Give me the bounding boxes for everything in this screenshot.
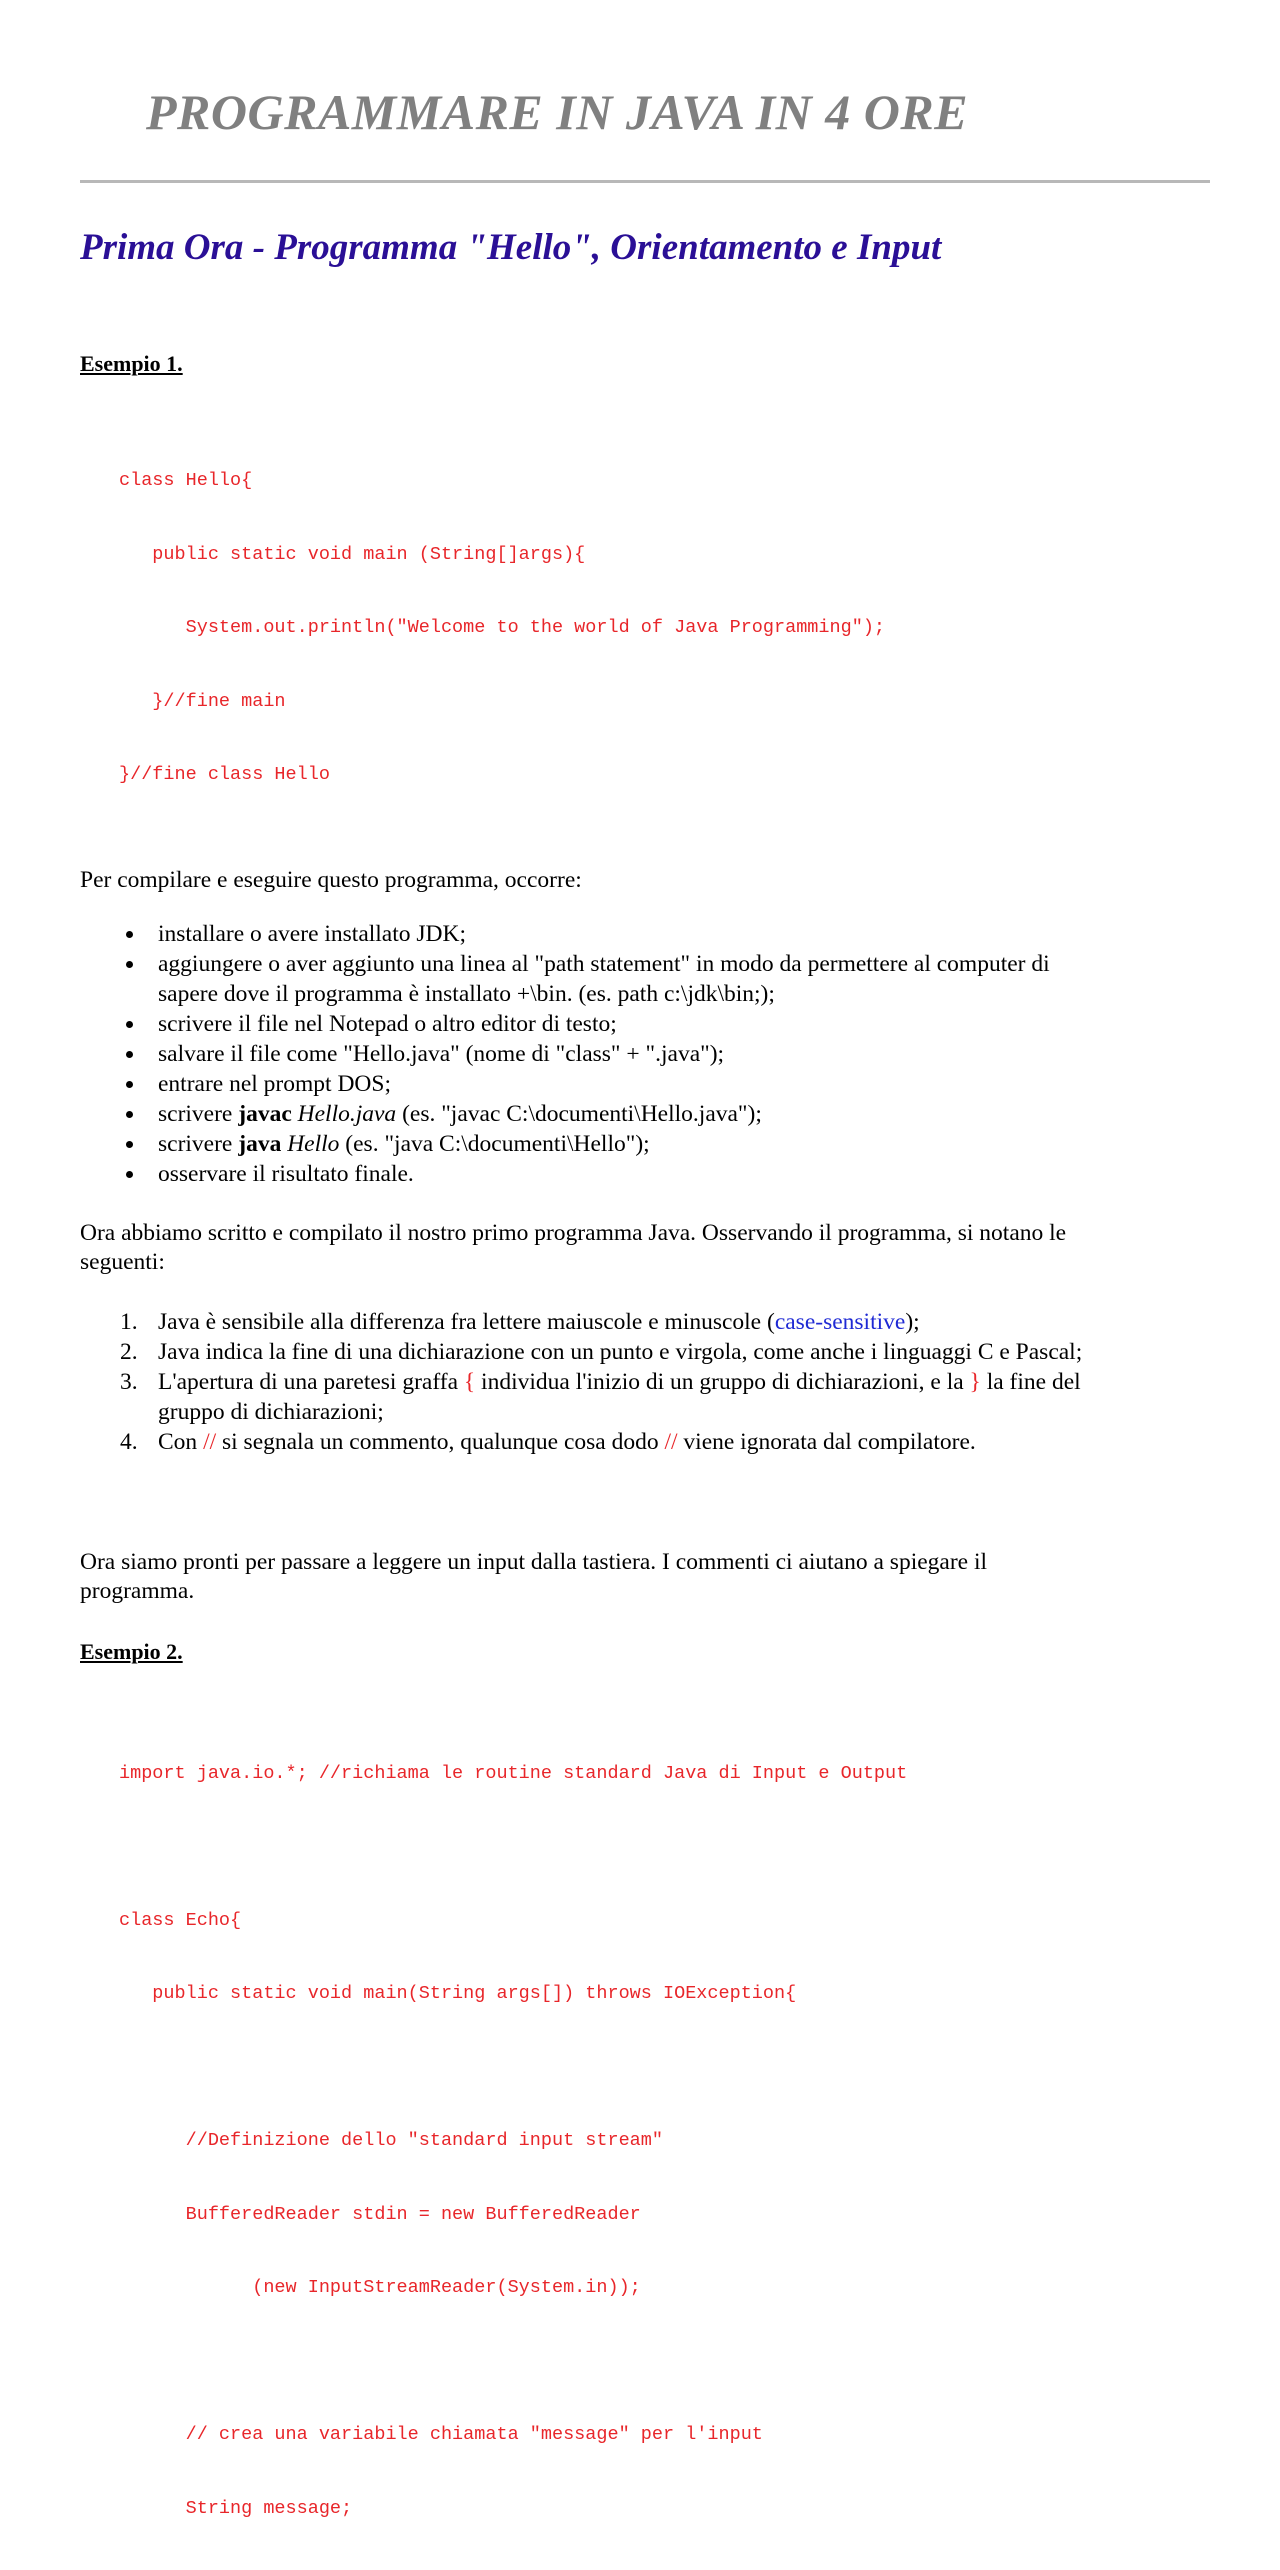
step-text: aggiungere o aver aggiunto una linea al "path statement" in modo da permettere al computer di — [158, 951, 1050, 977]
item-number: 2. — [120, 1337, 138, 1367]
note-text: la fine del — [981, 1369, 1081, 1395]
code-line: BufferedReader stdin = new BufferedReader — [119, 2203, 1210, 2228]
step-text: osservare il risultato finale. — [158, 1161, 414, 1187]
list-item — [80, 1099, 1210, 1129]
observations-intro — [80, 1219, 1200, 1277]
document-title: PROGRAMMARE IN JAVA IN 4 ORE — [146, 80, 1210, 144]
code-line: class Hello{ — [119, 469, 1210, 494]
step-text: (es. "javac C:\documenti\Hello.java"); — [396, 1101, 762, 1127]
list-item — [80, 949, 1210, 1009]
item-number: 4. — [120, 1427, 138, 1457]
steps-list — [80, 919, 1210, 1189]
code-line: public static void main(String args[]) throws IOException{ — [119, 1982, 1210, 2007]
code-line: }//fine class Hello — [119, 763, 1210, 788]
step-text: sapere dove il programma è installato +\bin. (es. path c:\jdk\bin;); — [158, 981, 775, 1007]
step-text: installare o avere installato JDK; — [158, 921, 466, 947]
example1-heading: Esempio 1. — [80, 350, 1210, 378]
step-text: scrivere — [158, 1101, 238, 1127]
bullet-icon — [126, 1021, 133, 1028]
note-text: L'apertura di una paretesi graffa — [158, 1369, 464, 1395]
note-text: si segnala un commento, qualunque cosa dodo — [216, 1429, 664, 1455]
document-page — [80, 0, 1210, 2570]
note-text: ); — [905, 1309, 919, 1335]
note-text: Con — [158, 1429, 203, 1455]
code-line: }//fine main — [119, 690, 1210, 715]
bullet-icon — [126, 1051, 133, 1058]
code-line: String message; — [119, 2497, 1210, 2522]
list-item — [80, 1129, 1210, 1159]
step-text: scrivere — [158, 1131, 238, 1157]
brace-open: { — [464, 1369, 475, 1395]
comment-marker: // — [203, 1429, 216, 1455]
bullet-icon — [126, 961, 133, 968]
note-text: Java è sensibile alla differenza fra lettere maiuscole e minuscole ( — [158, 1309, 775, 1335]
step-text: (es. "java C:\documenti\Hello"); — [339, 1131, 649, 1157]
note-text: Java indica la fine di una dichiarazione con un punto e virgola, come anche i linguaggi C e Pascal; — [158, 1339, 1082, 1365]
list-item — [80, 1159, 1210, 1189]
step-text: scrivere il file nel Notepad o altro editor di testo; — [158, 1011, 617, 1037]
code-line: // crea una variabile chiamata "message" per l'input — [119, 2423, 1210, 2448]
note-text: viene ignorata dal compilatore. — [678, 1429, 976, 1455]
example1-code — [119, 420, 1210, 837]
note-text: gruppo di dichiarazioni; — [158, 1399, 384, 1425]
comment-marker: // — [664, 1429, 677, 1455]
bullet-icon — [126, 1141, 133, 1148]
notes-list — [80, 1307, 1210, 1457]
compile-intro: Per compilare e eseguire questo programma, occorre: — [80, 866, 1200, 895]
code-line: public static void main (String[]args){ — [119, 543, 1210, 568]
bullet-icon — [126, 1171, 133, 1178]
class-name: Hello — [287, 1131, 339, 1157]
list-item — [80, 1039, 1210, 1069]
brace-close: } — [970, 1369, 981, 1395]
paragraph-line: programma. — [80, 1578, 194, 1604]
note-text: individua l'inizio di un gruppo di dichiarazioni, e la — [475, 1369, 969, 1395]
paragraph-line: Ora siamo pronti per passare a leggere un input dalla tastiera. I commenti ci aiutano a spiegare il — [80, 1549, 987, 1575]
code-line: //Definizione dello "standard input stream" — [119, 2129, 1210, 2154]
list-item — [80, 1069, 1210, 1099]
highlight-term: case-sensitive — [775, 1309, 906, 1335]
list-item — [80, 1367, 1210, 1427]
item-number: 1. — [120, 1307, 138, 1337]
list-item — [80, 1009, 1210, 1039]
code-line — [119, 2350, 1210, 2375]
step-text: entrare nel prompt DOS; — [158, 1071, 391, 1097]
example2-heading: Esempio 2. — [80, 1638, 1210, 1666]
example2-code — [119, 1713, 1210, 2570]
list-item — [80, 1427, 1210, 1457]
code-line: import java.io.*; //richiama le routine standard Java di Input e Output — [119, 1762, 1210, 1787]
step-text: salvare il file come "Hello.java" (nome di "class" + ".java"); — [158, 1041, 724, 1067]
code-line — [119, 1835, 1210, 1860]
bullet-icon — [126, 931, 133, 938]
paragraph-line: seguenti: — [80, 1249, 165, 1275]
command-name: javac — [238, 1101, 292, 1127]
bullet-icon — [126, 1111, 133, 1118]
item-number: 3. — [120, 1367, 138, 1397]
code-line: System.out.println("Welcome to the world of Java Programming"); — [119, 616, 1210, 641]
chapter-title: Prima Ora - Programma "Hello", Orientamento e Input — [80, 225, 1210, 271]
code-line: (new InputStreamReader(System.in)); — [119, 2276, 1210, 2301]
horizontal-rule — [80, 180, 1210, 183]
code-line — [119, 2056, 1210, 2081]
list-item — [80, 1307, 1210, 1337]
command-name: java — [238, 1131, 281, 1157]
code-line: class Echo{ — [119, 1909, 1210, 1934]
bullet-icon — [126, 1081, 133, 1088]
list-item — [80, 1337, 1210, 1367]
file-name: Hello.java — [298, 1101, 397, 1127]
paragraph-line: Ora abbiamo scritto e compilato il nostro primo programma Java. Osservando il programma, si notano le — [80, 1220, 1066, 1246]
input-intro — [80, 1548, 1200, 1606]
list-item — [80, 919, 1210, 949]
